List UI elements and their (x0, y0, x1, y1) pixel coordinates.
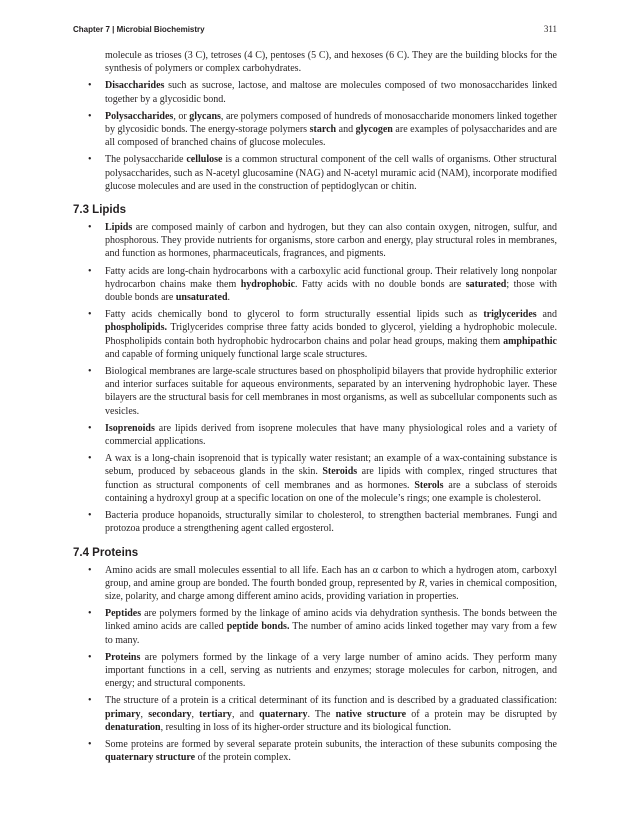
bullet-marker: • (88, 154, 92, 166)
bold-term: secondary (148, 708, 192, 720)
bold-term: Lipids (105, 222, 133, 234)
bullet-marker: • (88, 366, 92, 378)
bullet-marker: • (88, 608, 92, 620)
bold-term: Isoprenoids (105, 422, 155, 434)
bullet-marker: • (88, 422, 92, 434)
bold-term: hydrophobic (240, 278, 296, 290)
bold-term: saturated (465, 278, 507, 290)
section-heading-proteins: 7.4 Proteins (73, 546, 139, 559)
bullet-item: • Proteins are polymers formed by the linkage of a very large number of amino acids. They perform many important functions in a cell, serving as nutrients and enzymes; storage molecules for carbon, nitrogen, and energy; and structural components. (88, 651, 557, 690)
bullet-marker: • (88, 564, 92, 576)
bold-term: native structure (335, 708, 407, 720)
bullet-item: • Biological membranes are large-scale structures based on phospholipid bilayers that provide hydrophilic exterior and interior surfaces suitable for aqueous environments, separated by an intervening hydrophobic layer. These bilayers are the structural basis for cell membranes in most organisms, as well as subcellular components such as vesicles. (88, 366, 557, 417)
bullet-item: • The structure of a protein is a critical determinant of its function and is described by a graduated classification: primary, secondary, tertiary, and quaternary. The native structure of a protein may be disrupted by denaturation, resulting in loss of its higher-order structure and its biological function. (88, 695, 558, 733)
bullet-item: • Fatty acids are long-chain hydrocarbons with a carboxylic acid functional group. Their relatively long nonpolar hydrocarbon chains make them hydrophobic. Fatty acids with no double bonds are saturated; those with double bonds are unsaturated. (88, 265, 557, 304)
bold-term: glycogen (355, 124, 393, 136)
bullet-item: • Disaccharides such as sucrose, lactose, and maltose are molecules composed of two monosaccharides linked together by a glycosidic bond. (88, 80, 557, 105)
bullet-list-carbohydrates-continued (73, 79, 557, 193)
page-number: 311 (543, 24, 557, 34)
italic-term: R (418, 577, 425, 589)
bullet-marker: • (88, 738, 92, 750)
bullet-marker: • (88, 309, 92, 321)
page-body (73, 49, 557, 764)
bold-term: denaturation (105, 721, 161, 733)
bullet-item: • Lipids are composed mainly of carbon and hydrogen, but they can also contain oxygen, nitrogen, sulfur, and phosphorous. They provide nutrients for organisms, store carbon and energy, play structural roles in membranes, and function as hormones, pharmaceuticals, fragrances, and pigments. (88, 222, 557, 260)
bullet-item: • Amino acids are small molecules essential to all life. Each has an α carbon to which a hydrogen atom, carboxyl group, and amine group are bonded. The fourth bonded group, represented by R, varies in chemical composition, size, polarity, and charge among different amino acids, providing variation in properties. (88, 564, 557, 602)
bullet-list-lipids (73, 221, 557, 535)
bold-term: unsaturated (175, 292, 228, 304)
bold-term: Sterols (414, 479, 444, 491)
bullet-item: • Fatty acids chemically bond to glycerol to form structurally essential lipids such as triglycerides and phospholipids. Triglycerides comprise three fatty acids bonded to glycerol, yielding a hydrophobic molecule. Phospholipids contain both hydrophobic hydrocarbon chains and polar head groups, making them amphipathic and capable of forming uniquely functional large scale structures. (88, 309, 557, 360)
bullet-marker: • (88, 80, 92, 92)
bullet-marker: • (88, 695, 92, 707)
lead-paragraph: molecule as trioses (3 C), tetroses (4 C), pentoses (5 C), and hexoses (6 C). They are the building blocks for the synthesis of polymers or complex carbohydrates. (105, 50, 557, 75)
bullet-item: • Isoprenoids are lipids derived from isoprene molecules that have many physiological roles and a variety of commercial applications. (88, 422, 557, 448)
bold-term: triglycerides (483, 309, 537, 321)
bold-term: tertiary (199, 708, 232, 720)
bold-term: Disaccharides (105, 80, 165, 92)
bullet-item: • Some proteins are formed by several separate protein subunits, the interaction of these subunits composing the quaternary structure of the protein complex. (88, 738, 557, 764)
bold-term: Polysaccharides (105, 110, 174, 122)
bullet-item: • Polysaccharides, or glycans, are polymers composed of hundreds of monosaccharide monomers linked together by glycosidic bonds. The energy-storage polymers starch and glycogen are examples of polysaccharides and are all composed of branched chains of glucose molecules. (88, 110, 557, 149)
bold-term: glycans (189, 110, 221, 122)
bullet-marker: • (88, 510, 92, 522)
bold-term: amphipathic (503, 335, 557, 347)
bullet-marker: • (88, 453, 92, 465)
chapter-title: Chapter 7 | Microbial Biochemistry (73, 25, 205, 34)
bold-term: Steroids (322, 466, 358, 478)
bullet-marker: • (88, 651, 92, 663)
bullet-item: • Peptides are polymers formed by the linkage of amino acids via dehydration synthesis. The bonds between the linked amino acids are called peptide bonds. The number of amino acids linked together may vary from a few to many. (88, 608, 557, 646)
bullet-marker: • (88, 265, 92, 277)
section-heading-lipids: 7.3 Lipids (73, 204, 127, 217)
bold-term: quaternary structure (105, 752, 196, 764)
bold-term: quaternary (259, 708, 308, 720)
bold-term: primary (105, 708, 141, 720)
bold-term: Peptides (105, 608, 142, 620)
bold-term: starch (309, 124, 337, 136)
bold-term: peptide bonds. (226, 621, 290, 633)
bullet-item: • The polysaccharide cellulose is a common structural component of the cell walls of organisms. Other structural polysaccharides, such as N-acetyl glucosamine (NAG) and N-acetyl muramic acid (NAM), incorporate modified glucose molecules and are used in the construction of peptidoglycan or chitin. (88, 154, 557, 192)
running-header (73, 24, 557, 34)
bold-term: phospholipids. (105, 322, 167, 334)
bullet-marker: • (88, 110, 92, 122)
bullet-item: • A wax is a long-chain isoprenoid that is typically water resistant; an example of a wax-containing substance is sebum, produced by sebaceous glands in the skin. Steroids are lipids with complex, ringed structures that function as structural components of cell membranes and as hormones. Sterols are a subclass of steroids containing a hydroxyl group at a specific location on one of the molecule’s rings; one example is cholesterol. (88, 453, 557, 504)
bullet-marker: • (88, 222, 92, 234)
bullet-item: • Bacteria produce hopanoids, structurally similar to cholesterol, to strengthen bacterial membranes. Fungi and protozoa produce a strengthening agent called ergosterol. (88, 510, 557, 535)
bold-term: cellulose (186, 154, 223, 166)
bullet-list-proteins (73, 564, 557, 765)
bold-term: Proteins (105, 651, 141, 663)
